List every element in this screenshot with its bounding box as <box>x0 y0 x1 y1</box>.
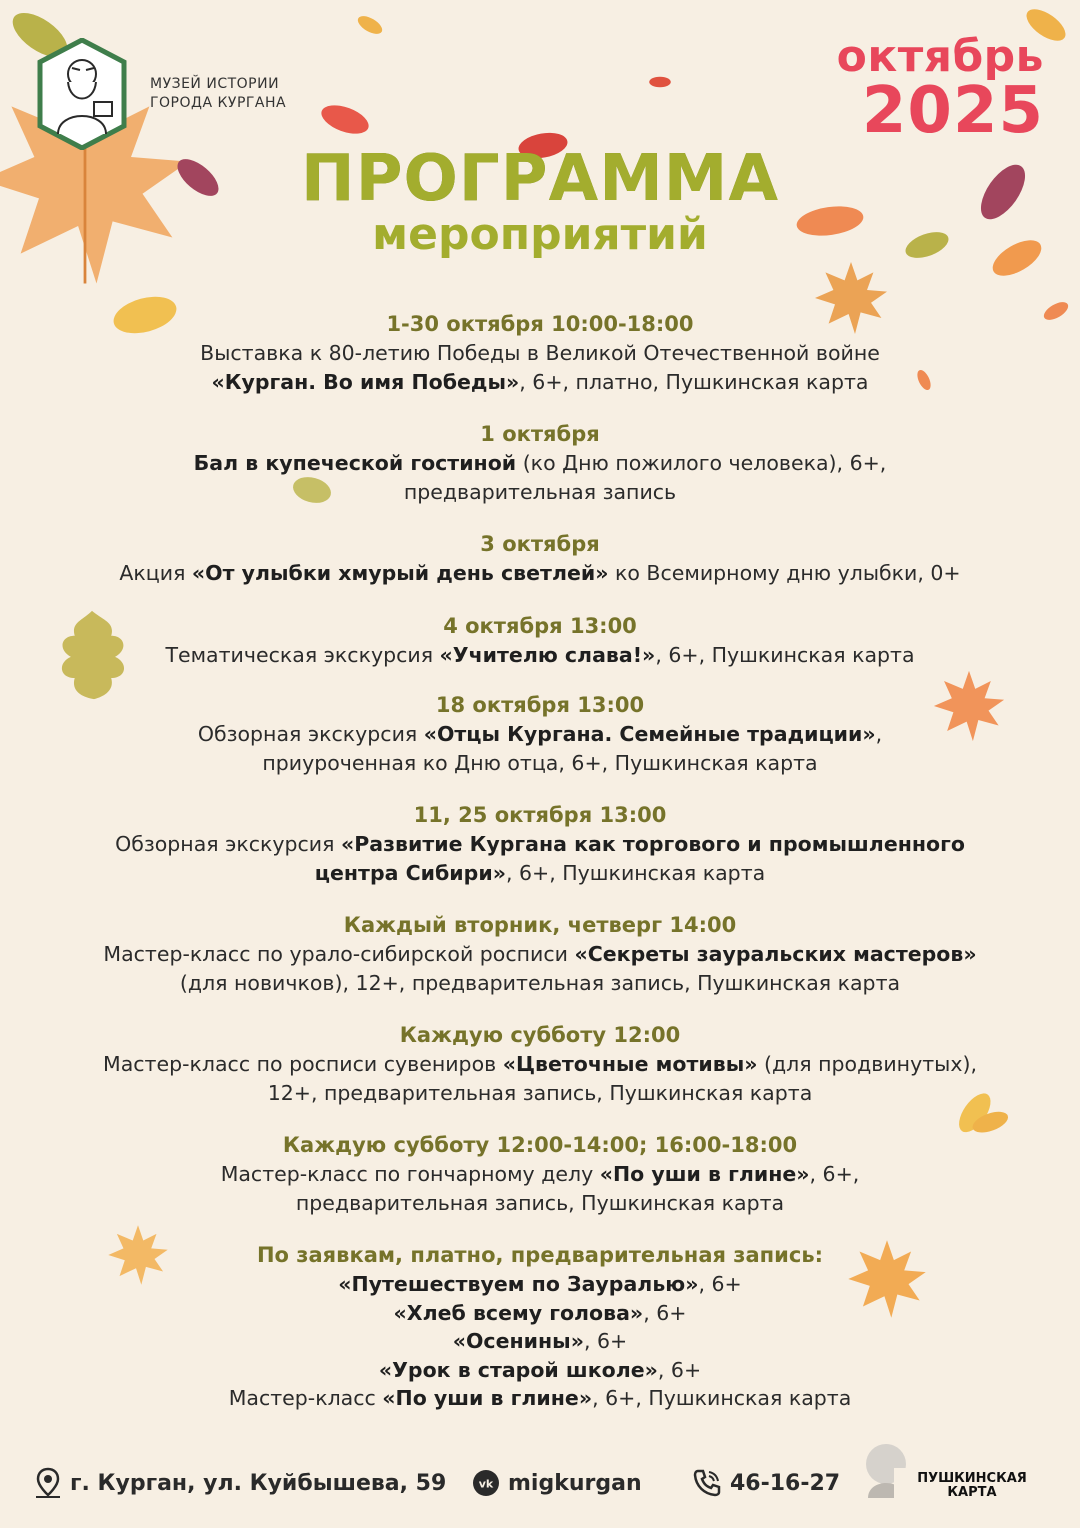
event-detail-text: Мастер-класс <box>228 1386 383 1410</box>
event-description-line <box>40 830 1040 859</box>
event-detail-text: Выставка к 80-летию Победы в Великой Отечественной войне <box>200 341 880 365</box>
event-title-text: «Хлеб всему голова» <box>393 1300 644 1325</box>
event-title-text: «По уши в глине» <box>382 1386 593 1410</box>
event-description-line <box>40 1079 1040 1108</box>
pushkin-card-logo <box>854 1434 1050 1504</box>
event-item <box>40 612 1040 670</box>
event-detail-text: Мастер-класс по росписи сувениров <box>103 1052 503 1076</box>
event-description-line <box>40 1270 1040 1299</box>
event-detail-text: предварительная запись, Пушкинская карта <box>295 1190 785 1215</box>
event-title-text: «Осенины» <box>452 1329 584 1353</box>
orange-leaf-decoration <box>1036 296 1076 326</box>
event-description-line <box>40 559 1040 588</box>
event-date: 4 октября 13:00 <box>443 613 637 638</box>
event-item <box>40 310 1040 396</box>
museum-logo-block <box>36 38 286 150</box>
event-date: 11, 25 октября 13:00 <box>413 803 667 827</box>
event-description-line <box>40 859 1040 888</box>
event-date: По заявкам, платно, предварительная запись: <box>256 1243 823 1267</box>
event-detail-text: Мастер-класс по гончарному делу <box>220 1162 600 1186</box>
event-item <box>40 530 1040 588</box>
footer <box>34 1458 1050 1508</box>
museum-logo <box>36 38 128 150</box>
svg-text:vk: vk <box>478 1477 494 1491</box>
social-handle: migkurgan <box>508 1470 642 1496</box>
museum-name-line-1: МУЗЕЙ ИСТОРИИ <box>150 76 280 92</box>
event-title-text: «Урок в старой школе» <box>378 1357 658 1382</box>
event-detail-text: (ко Дню пожилого человека), 6+, <box>516 451 887 475</box>
event-date: 1-30 октября 10:00-18:00 <box>386 312 694 336</box>
event-title-text: «Курган. Во имя Победы» <box>211 369 520 394</box>
phone-icon <box>692 1468 722 1498</box>
phone[interactable] <box>692 1468 840 1498</box>
event-date: Каждую субботу 12:00 <box>399 1023 681 1047</box>
event-detail-text: Мастер-класс по урало-сибирской росписи <box>103 942 575 966</box>
event-detail-text: , 6+ <box>583 1329 628 1353</box>
event-item <box>40 801 1040 887</box>
event-description-line <box>40 1299 1040 1328</box>
event-detail-text: , 6+, Пушкинская карта <box>655 642 915 667</box>
event-title-text: «Развитие Кургана как торгового и промышленного <box>340 832 965 856</box>
event-description-line <box>40 1160 1040 1189</box>
event-title-text: «От улыбки хмурый день светлей» <box>191 561 609 585</box>
event-description-line <box>40 749 1040 778</box>
event-detail-text: 12+, предварительная запись, Пушкинская карта <box>267 1080 813 1105</box>
museum-name-line-2: ГОРОДА КУРГАНА <box>150 95 287 111</box>
social-link[interactable] <box>472 1469 668 1497</box>
event-detail-text: ко Всемирному дню улыбки, 0+ <box>608 561 961 585</box>
event-detail-text: , 6+, Пушкинская карта <box>505 860 766 885</box>
event-detail-text: , 6+, <box>809 1162 860 1186</box>
event-detail-text: приуроченная ко Дню отца, 6+, Пушкинская карта <box>262 750 818 775</box>
event-title-text: центра Сибири» <box>314 860 506 885</box>
svg-text:КАРТА: КАРТА <box>947 1485 997 1500</box>
event-description-line <box>40 339 1040 368</box>
event-description-line <box>40 940 1040 969</box>
event-item <box>40 691 1040 777</box>
event-detail-text: Обзорная экскурсия <box>115 832 341 856</box>
event-detail-text: (для новичков), 12+, предварительная запись, Пушкинская карта <box>179 970 901 995</box>
event-description-line <box>40 478 1040 507</box>
event-title-text: «По уши в глине» <box>599 1162 810 1186</box>
yellow-leaf-decoration <box>350 10 390 40</box>
event-detail-text: , 6+ <box>657 1357 702 1382</box>
event-title-text: «Учителю слава!» <box>439 642 656 667</box>
red-leaf-decoration <box>310 92 380 147</box>
event-item <box>40 1021 1040 1107</box>
event-description-line <box>40 969 1040 998</box>
event-title-text: «Цветочные мотивы» <box>502 1052 758 1076</box>
event-description-line <box>40 1384 1040 1413</box>
page-title: ПРОГРАММА <box>301 142 779 216</box>
event-item <box>40 1131 1040 1217</box>
event-description-line <box>40 1050 1040 1079</box>
vk-icon <box>472 1469 500 1497</box>
museum-name <box>150 75 286 113</box>
event-detail-text: , 6+, Пушкинская карта <box>592 1386 852 1410</box>
events-list <box>40 286 1040 1413</box>
page-subtitle: мероприятий <box>372 209 708 260</box>
svg-text:ПУШКИНСКАЯ: ПУШКИНСКАЯ <box>917 1471 1027 1486</box>
phone-number: 46-16-27 <box>730 1470 841 1496</box>
address-text: г. Курган, ул. Куйбышева, 59 <box>70 1470 447 1496</box>
event-detail-text: Акция <box>119 561 192 585</box>
event-item <box>40 911 1040 997</box>
month-label: октябрь <box>836 31 1044 82</box>
red-leaf-decoration <box>640 70 680 94</box>
event-description-line <box>40 1189 1040 1218</box>
event-description-line <box>40 1356 1040 1385</box>
map-pin-icon <box>34 1467 62 1499</box>
event-description-line <box>40 1327 1040 1356</box>
event-detail-text: (для продвинутых), <box>757 1052 977 1076</box>
address <box>34 1467 454 1499</box>
event-date: Каждую субботу 12:00-14:00; 16:00-18:00 <box>282 1133 798 1157</box>
year-label: 2025 <box>861 74 1044 148</box>
event-detail-text: предварительная запись <box>403 479 677 504</box>
event-date: 18 октября 13:00 <box>435 693 645 717</box>
event-detail-text: , 6+, платно, Пушкинская карта <box>519 369 869 394</box>
event-detail-text: , 6+ <box>698 1272 742 1296</box>
event-date: 1 октября <box>480 422 600 446</box>
event-description-line <box>40 720 1040 749</box>
event-title-text: «Путешествуем по Зауралью» <box>338 1272 699 1296</box>
event-detail-text: Обзорная экскурсия <box>197 722 424 746</box>
event-detail-text: Тематическая экскурсия <box>165 642 440 667</box>
event-description-line <box>40 449 1040 478</box>
event-title-text: «Отцы Кургана. Семейные традиции» <box>423 722 876 746</box>
event-detail-text: , 6+ <box>643 1300 687 1325</box>
event-date: Каждый вторник, четверг 14:00 <box>343 913 737 937</box>
event-title-text: «Секреты зауральских мастеров» <box>574 942 977 966</box>
event-item <box>40 420 1040 506</box>
event-detail-text: , <box>875 722 883 746</box>
event-item <box>40 1241 1040 1413</box>
event-date: 3 октября <box>480 532 600 556</box>
event-description-line <box>40 641 1040 670</box>
event-description-line <box>40 368 1040 397</box>
event-title-text: Бал в купеческой гостиной <box>193 451 517 475</box>
period-block <box>836 31 1044 148</box>
